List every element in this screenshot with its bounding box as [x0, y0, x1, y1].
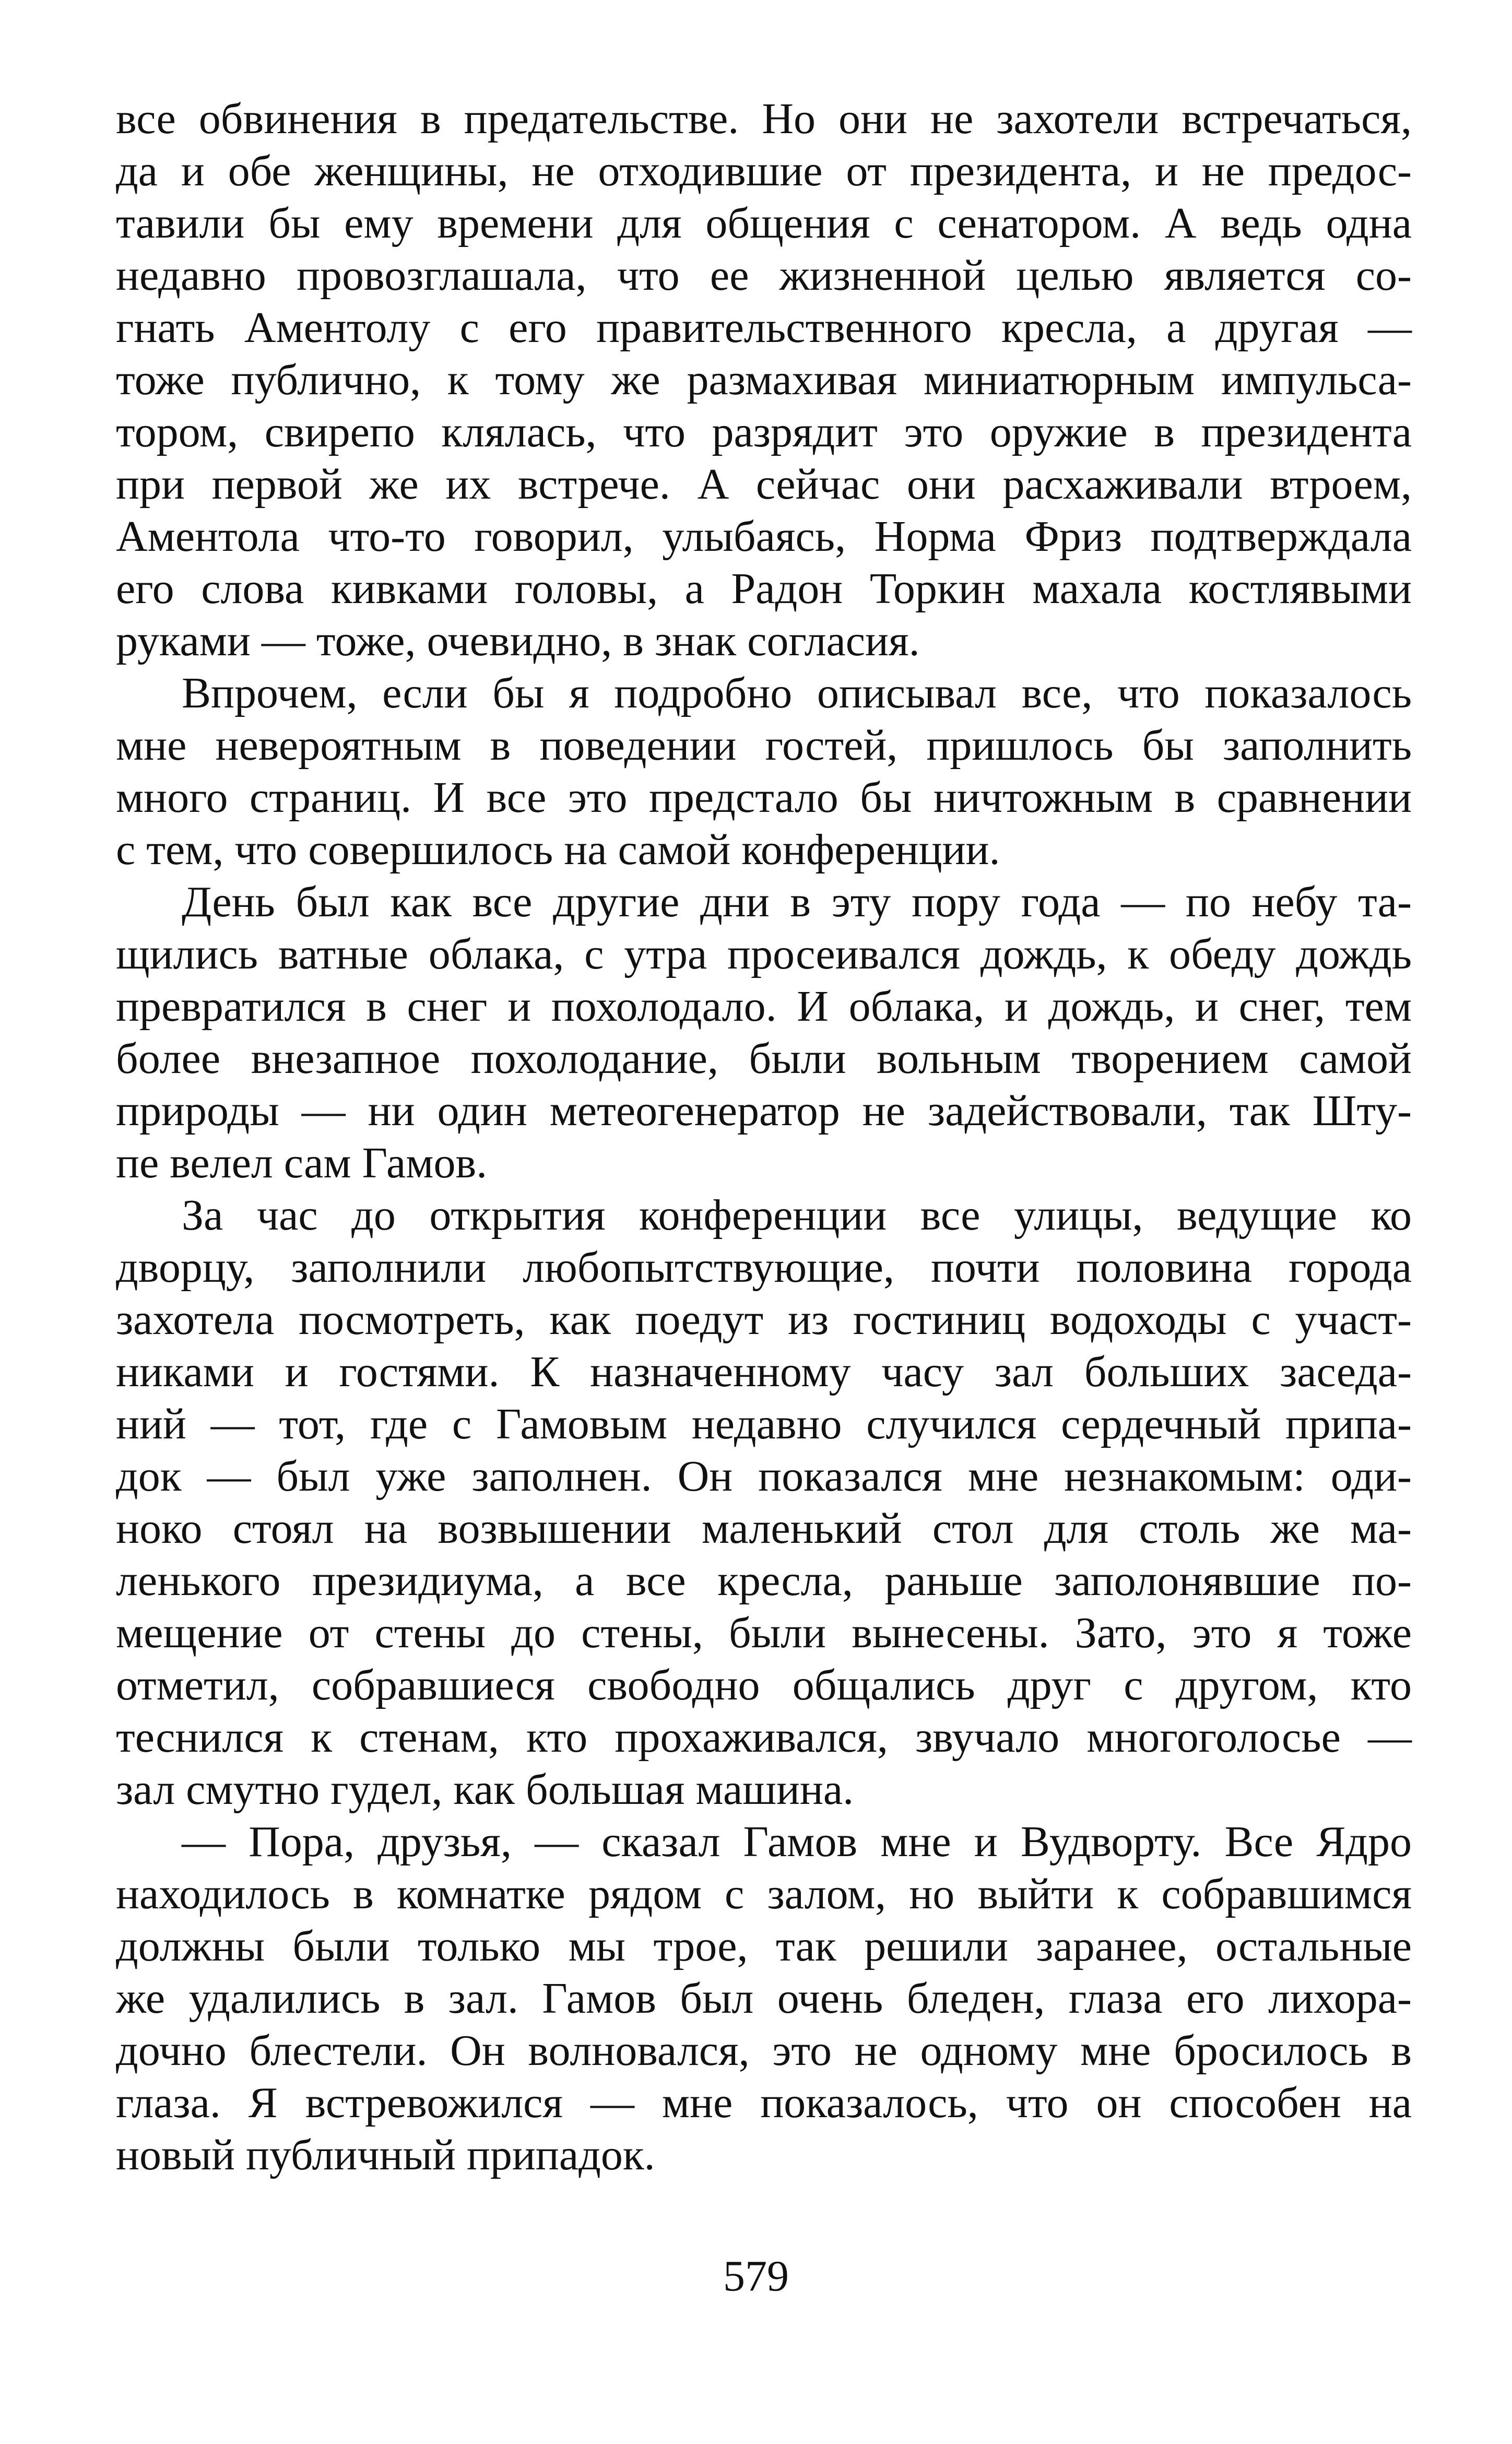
text-line: дворцу, заполнили любопытствующие, почти половина города — [116, 1243, 1412, 1292]
paragraph — [116, 93, 1412, 667]
text-line: ленького президиума, а все кресла, раньше заполонявшие по- — [116, 1556, 1412, 1605]
text-line: пе велел сам Гамов. — [116, 1139, 488, 1187]
text-line: День был как все другие дни в эту пору года — по небу та- — [182, 878, 1412, 926]
text-line: должны были только мы трое, так решили заранее, остальные — [116, 1922, 1412, 1970]
text-line: новый публичный припадок. — [116, 2131, 655, 2179]
text-line: ноко стоял на возвышении маленький стол для столь же ма- — [116, 1504, 1412, 1553]
text-line: много страниц. И все это предстало бы ничтожным в сравнении — [116, 773, 1412, 822]
text-line: более внезапное похолодание, были вольным творением самой — [116, 1034, 1412, 1083]
text-line: его слова кивками головы, а Радон Торкин махала костлявыми — [116, 564, 1412, 613]
page-number: 579 — [723, 2252, 789, 2300]
text-line: гнать Аментолу с его правительственного кресла, а другая — — [116, 303, 1412, 352]
text-line: ний — тот, где с Гамовым недавно случился сердечный припа- — [116, 1400, 1412, 1448]
text-line: мне невероятным в поведении гостей, пришлось бы заполнить — [116, 721, 1412, 770]
text-line: Впрочем, если бы я подробно описывал все, что показалось — [182, 669, 1412, 717]
text-line: теснился к стенам, кто прохаживался, звучало многоголосье — — [116, 1713, 1412, 1762]
text-line: щились ватные облака, с утра просеивался дождь, к обеду дождь — [116, 930, 1412, 978]
text-line: зал смутно гудел, как большая машина. — [116, 1765, 854, 1814]
paragraph — [116, 876, 1412, 1189]
text-line: же удалились в зал. Гамов был очень бледен, глаза его лихора- — [116, 1974, 1412, 2023]
text-line: глаза. Я встревожился — мне показалось, что он способен на — [116, 2079, 1412, 2127]
text-line: тором, свирепо клялась, что разрядит это оружие в президента — [116, 408, 1412, 456]
paragraph — [116, 667, 1412, 876]
text-line: док — был уже заполнен. Он показался мне незнакомым: оди- — [116, 1452, 1412, 1501]
text-line: тоже публично, к тому же размахивая миниатюрным импульса- — [116, 356, 1412, 404]
text-line: природы — ни один метеогенератор не задействовали, так Шту- — [116, 1087, 1412, 1135]
paragraph — [116, 1816, 1412, 2181]
text-line: при первой же их встрече. А сейчас они расхаживали втроем, — [116, 460, 1412, 509]
text-line: дочно блестели. Он волновался, это не одному мне бросилось в — [116, 2026, 1412, 2075]
text-line: захотела посмотреть, как поедут из гостиниц водоходы с участ- — [116, 1295, 1412, 1344]
text-line: Аментола что-то говорил, улыбаясь, Норма Фриз подтверждала — [116, 512, 1412, 561]
text-line: недавно провозглашала, что ее жизненной целью является со- — [116, 251, 1412, 300]
text-line: да и обе женщины, не отходившие от президента, и не предос- — [116, 147, 1412, 195]
text-line: находилось в комнатке рядом с залом, но выйти к собравшимся — [116, 1870, 1412, 1918]
text-line: мещение от стены до стены, были вынесены. Зато, это я тоже — [116, 1609, 1412, 1657]
text-line: с тем, что совершилось на самой конференции. — [116, 825, 1000, 874]
body-text — [116, 93, 1412, 2181]
text-line: За час до открытия конференции все улицы, ведущие ко — [182, 1191, 1412, 1239]
text-line: превратился в снег и похолодало. И облака, и дождь, и снег, тем — [116, 982, 1412, 1031]
paragraph — [116, 1189, 1412, 1816]
text-line: все обвинения в предательстве. Но они не захотели встречаться, — [116, 95, 1412, 143]
text-line: руками — тоже, очевидно, в знак согласия. — [116, 617, 920, 665]
text-line: никами и гостями. К назначенному часу зал больших заседа- — [116, 1348, 1412, 1396]
text-line: — Пора, друзья, — сказал Гамов мне и Вудворту. Все Ядро — [182, 1817, 1412, 1866]
text-line: тавили бы ему времени для общения с сенатором. А ведь одна — [116, 199, 1412, 247]
text-line: отметил, собравшиеся свободно общались друг с другом, кто — [116, 1661, 1412, 1709]
